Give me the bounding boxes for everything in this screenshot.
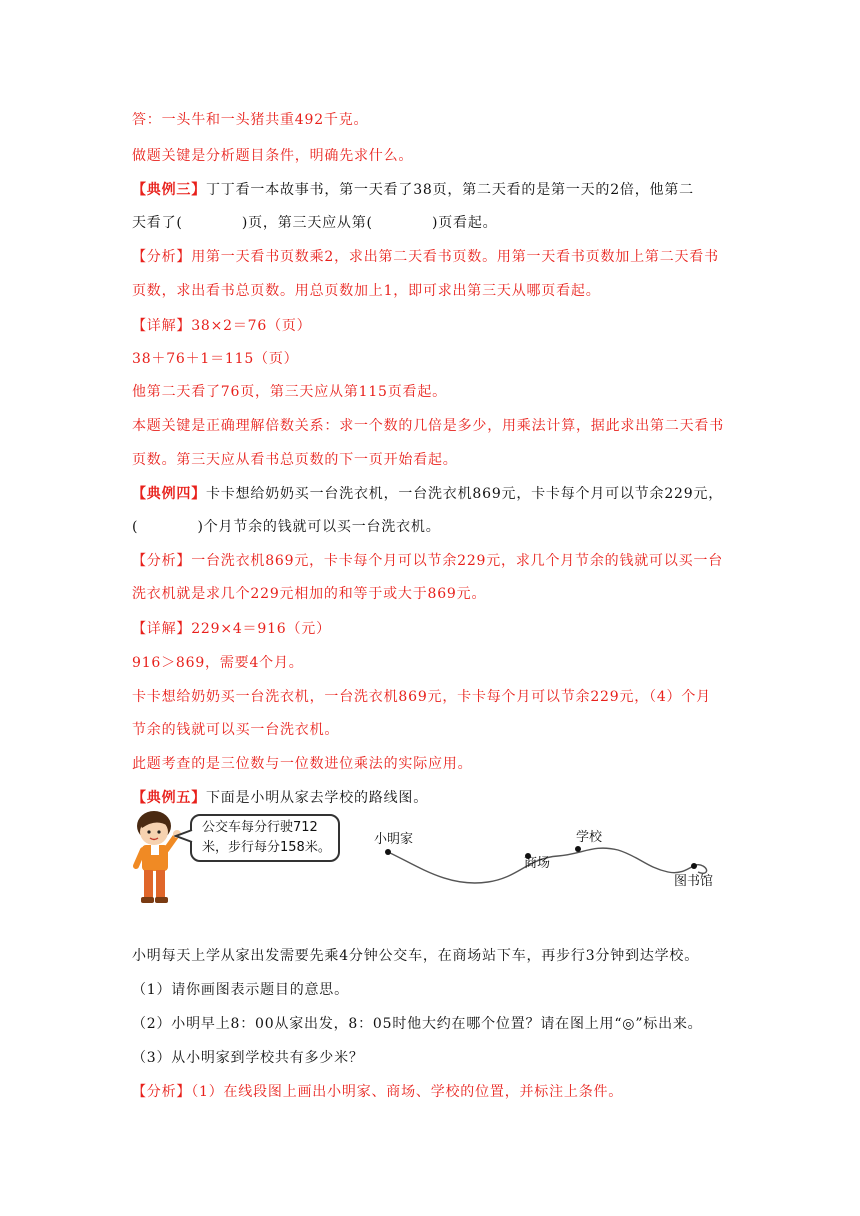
text-line [132, 180, 732, 200]
text-line [132, 349, 732, 369]
route-figure [128, 808, 738, 908]
speech-bubble [190, 814, 340, 862]
home-dot [385, 849, 391, 855]
example-label: 【典例三】 [132, 182, 206, 198]
text-line [132, 687, 732, 707]
text-segment: 卡卡想给奶奶买一台洗衣机，一台洗衣机869元，卡卡每个月可以节余229元， [206, 486, 724, 502]
text-line [132, 213, 732, 233]
text-segment: 916＞869，需要4个月。 [132, 655, 304, 671]
text-segment: 页数。第三天应从看书总页数的下一页开始看起。 [132, 452, 458, 468]
label-home: 小明家 [374, 832, 414, 847]
text-line [132, 484, 732, 504]
text-segment: 229×4＝916（元） [191, 621, 331, 637]
text-line [132, 619, 732, 639]
text-line [132, 653, 732, 673]
text-line [132, 247, 732, 267]
text-line [132, 316, 732, 336]
text-line [132, 584, 732, 604]
text-segment: 丁丁看一本故事书，第一天看了38页，第二天看的是第一天的2倍，他第二 [206, 182, 694, 198]
text-line [132, 1048, 732, 1068]
text-segment: 下面是小明从家去学校的路线图。 [206, 790, 428, 806]
text-line [132, 946, 732, 966]
text-line [132, 980, 732, 1000]
text-segment: 【分析】 [132, 249, 192, 265]
boy-illustration-icon [128, 808, 188, 906]
text-segment: （3）从小明家到学校共有多少米？ [132, 1050, 364, 1066]
text-segment: 本题关键是正确理解倍数关系：求一个数的几倍是多少，用乘法计算，据此求出第二天看书 [132, 418, 724, 434]
text-segment: 卡卡想给奶奶买一台洗衣机，一台洗衣机869元，卡卡每个月可以节余229元，（4）个月 [132, 689, 711, 705]
text-segment: 【详解】 [132, 621, 192, 637]
label-library: 图书馆 [674, 874, 714, 889]
text-segment: （1）请你画图表示题目的意思。 [132, 982, 349, 998]
text-line [132, 110, 732, 130]
text-segment: 他第二天看了76页，第三天应从第115页看起。 [132, 384, 447, 400]
text-segment: 小明每天上学从家出发需要先乘4分钟公交车，在商场站下车，再步行3分钟到达学校。 [132, 948, 700, 964]
text-segment: 用第一天看书页数乘2，求出第二天看书页数。用第一天看书页数加上第二天看书 [191, 249, 719, 265]
text-segment: 节余的钱就可以买一台洗衣机。 [132, 722, 340, 738]
text-segment: 页数，求出看书总页数。用总页数加上1，即可求出第三天从哪页看起。 [132, 283, 601, 299]
text-line [132, 754, 732, 774]
library-dot [691, 863, 697, 869]
text-line [132, 720, 732, 740]
bubble-line-1: 公交车每分行驶712 [202, 820, 318, 835]
bubble-tail-icon [174, 828, 194, 844]
text-line [132, 551, 732, 571]
bubble-line-2: 米，步行每分158米。 [202, 840, 331, 855]
text-segment: 【分析】 [132, 553, 192, 569]
example-label: 【典例五】 [132, 790, 206, 806]
text-line [132, 416, 732, 436]
text-segment: （1）在线段图上画出小明家、商场、学校的位置，并标注上条件。 [191, 1084, 624, 1100]
text-segment: 答：一头牛和一头猪共重492千克。 [132, 112, 369, 128]
text-segment: （2）小明早上8：00从家出发，8：05时他大约在哪个位置？请在图上用“◎”标出来。 [132, 1016, 703, 1032]
text-line [132, 146, 732, 166]
text-line [132, 788, 732, 808]
school-dot [575, 846, 581, 852]
text-segment: 此题考查的是三位数与一位数进位乘法的实际应用。 [132, 756, 473, 772]
text-segment: 天看了( )页，第三天应从第( )页看起。 [132, 215, 498, 231]
text-segment: ( )个月节余的钱就可以买一台洗衣机。 [132, 519, 441, 535]
example-label: 【典例四】 [132, 486, 206, 502]
text-line [132, 1014, 732, 1034]
text-line [132, 450, 732, 470]
text-line [132, 517, 732, 537]
text-segment: 【详解】 [132, 318, 192, 334]
text-segment: 做题关键是分析题目条件，明确先求什么。 [132, 148, 414, 164]
text-segment: 一台洗衣机869元，卡卡每个月可以节余229元，求几个月节余的钱就可以买一台 [191, 553, 724, 569]
text-segment: 38×2＝76（页） [191, 318, 312, 334]
text-line [132, 382, 732, 402]
label-school: 学校 [576, 830, 603, 845]
text-segment: 洗衣机就是求几个229元相加的和等于或大于869元。 [132, 586, 487, 602]
label-mall: 商场 [524, 856, 551, 871]
text-line [132, 1082, 732, 1102]
text-segment: 【分析】 [132, 1084, 192, 1100]
text-segment: 38＋76＋1＝115（页） [132, 351, 299, 367]
text-line [132, 281, 732, 301]
